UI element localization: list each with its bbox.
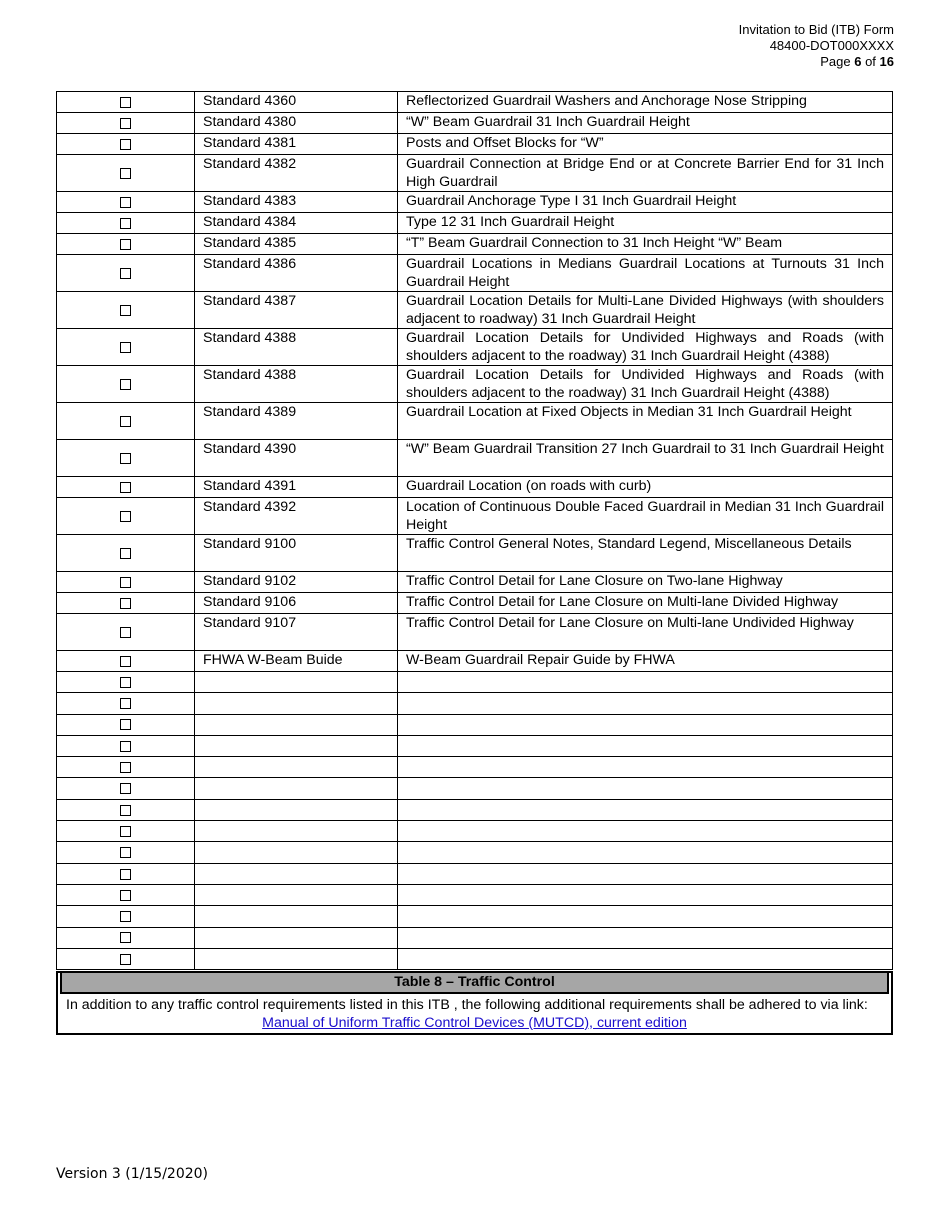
table-row <box>57 329 893 366</box>
standard-description: Guardrail Connection at Bridge End or at Concrete Barrier End for 31 Inch High Guardrail <box>398 155 893 192</box>
empty-row <box>57 799 893 820</box>
page-number: Page 6 of 16 <box>820 54 894 69</box>
standard-description: W-Beam Guardrail Repair Guide by FHWA <box>398 651 893 672</box>
checkbox-cell <box>57 440 195 477</box>
standard-description: Posts and Offset Blocks for “W” <box>398 134 893 155</box>
checkbox[interactable] <box>120 783 131 794</box>
mutcd-link[interactable]: Manual of Uniform Traffic Control Devices (MUTCD), current edition <box>262 1015 687 1031</box>
standard-name: Standard 4389 <box>195 403 398 440</box>
checkbox-cell <box>57 234 195 255</box>
standard-description: Guardrail Location Details for Undivided Highways and Roads (with shoulders adjacent to the roadway) 31 Inch Guardrail Height (4388) <box>398 329 893 366</box>
checkbox[interactable] <box>120 548 131 559</box>
standard-description: Location of Continuous Double Faced Guardrail in Median 31 Inch Guardrail Height <box>398 498 893 535</box>
checkbox[interactable] <box>120 453 131 464</box>
standard-name: Standard 9106 <box>195 593 398 614</box>
standard-name: Standard 9102 <box>195 572 398 593</box>
empty-cell[interactable] <box>195 693 398 714</box>
table-row <box>57 292 893 329</box>
checkbox-cell <box>57 906 195 927</box>
table-row <box>57 651 893 672</box>
checkbox-cell <box>57 735 195 756</box>
checkbox-cell <box>57 927 195 948</box>
checkbox[interactable] <box>120 139 131 150</box>
checkbox-cell <box>57 255 195 292</box>
empty-cell[interactable] <box>398 906 893 927</box>
form-title: Invitation to Bid (ITB) Form <box>738 22 894 37</box>
standard-name: Standard 9100 <box>195 535 398 572</box>
standard-description: Guardrail Location Details for Multi-Lane Divided Highways (with shoulders adjacent to roadway) 31 Inch Guardrail Height <box>398 292 893 329</box>
checkbox[interactable] <box>120 268 131 279</box>
checkbox[interactable] <box>120 482 131 493</box>
empty-cell[interactable] <box>195 927 398 948</box>
table-row <box>57 213 893 234</box>
table-8-traffic-control <box>56 971 893 1035</box>
checkbox[interactable] <box>120 627 131 638</box>
checkbox-cell <box>57 593 195 614</box>
table-row <box>57 234 893 255</box>
checkbox-cell <box>57 821 195 842</box>
checkbox-cell <box>57 477 195 498</box>
standard-name: Standard 4387 <box>195 292 398 329</box>
checkbox-cell <box>57 672 195 693</box>
standard-name: Standard 4380 <box>195 113 398 134</box>
checkbox-cell <box>57 403 195 440</box>
empty-cell[interactable] <box>195 884 398 905</box>
checkbox[interactable] <box>120 168 131 179</box>
empty-row <box>57 757 893 778</box>
table-8-title: Table 8 – Traffic Control <box>60 973 889 994</box>
empty-cell[interactable] <box>398 884 893 905</box>
standard-description: Traffic Control Detail for Lane Closure on Multi-lane Divided Highway <box>398 593 893 614</box>
empty-row <box>57 863 893 884</box>
checkbox[interactable] <box>120 379 131 390</box>
checkbox[interactable] <box>120 890 131 901</box>
table-8-text: In addition to any traffic control requirements listed in this ITB , the following additional requirements shall be adhered to via link: <box>66 997 868 1013</box>
standard-description: “W” Beam Guardrail Transition 27 Inch Guardrail to 31 Inch Guardrail Height <box>398 440 893 477</box>
standard-description: Type 12 31 Inch Guardrail Height <box>398 213 893 234</box>
empty-cell[interactable] <box>398 693 893 714</box>
checkbox[interactable] <box>120 218 131 229</box>
table-row <box>57 92 893 113</box>
checkbox-cell <box>57 292 195 329</box>
checkbox-cell <box>57 155 195 192</box>
checkbox[interactable] <box>120 719 131 730</box>
checkbox-cell <box>57 799 195 820</box>
empty-row <box>57 735 893 756</box>
checkbox[interactable] <box>120 762 131 773</box>
checkbox-cell <box>57 572 195 593</box>
empty-row <box>57 778 893 799</box>
empty-row <box>57 693 893 714</box>
table-row <box>57 255 893 292</box>
empty-cell[interactable] <box>398 778 893 799</box>
checkbox[interactable] <box>120 741 131 752</box>
checkbox-cell <box>57 757 195 778</box>
standard-name: Standard 4391 <box>195 477 398 498</box>
standard-name: Standard 4385 <box>195 234 398 255</box>
checkbox[interactable] <box>120 698 131 709</box>
standard-description: “W” Beam Guardrail 31 Inch Guardrail Height <box>398 113 893 134</box>
empty-row <box>57 672 893 693</box>
empty-row <box>57 842 893 863</box>
standard-description: Guardrail Location Details for Undivided Highways and Roads (with shoulders adjacent to the roadway) 31 Inch Guardrail Height (4388) <box>398 366 893 403</box>
empty-cell[interactable] <box>195 863 398 884</box>
checkbox-cell <box>57 693 195 714</box>
standard-name: Standard 4386 <box>195 255 398 292</box>
empty-cell[interactable] <box>398 863 893 884</box>
empty-cell[interactable] <box>195 948 398 969</box>
standard-name: FHWA W-Beam Buide <box>195 651 398 672</box>
standard-description: Guardrail Location at Fixed Objects in Median 31 Inch Guardrail Height <box>398 403 893 440</box>
checkbox-cell <box>57 948 195 969</box>
empty-cell[interactable] <box>195 672 398 693</box>
standard-description: Traffic Control Detail for Lane Closure on Two-lane Highway <box>398 572 893 593</box>
table-row <box>57 366 893 403</box>
checkbox-cell <box>57 842 195 863</box>
standard-name: Standard 4381 <box>195 134 398 155</box>
empty-cell[interactable] <box>398 948 893 969</box>
checkbox[interactable] <box>120 197 131 208</box>
standard-description: Guardrail Anchorage Type I 31 Inch Guardrail Height <box>398 192 893 213</box>
table-row <box>57 593 893 614</box>
checkbox[interactable] <box>120 305 131 316</box>
checkbox[interactable] <box>120 97 131 108</box>
standard-description: “T” Beam Guardrail Connection to 31 Inch Height “W” Beam <box>398 234 893 255</box>
empty-cell[interactable] <box>195 714 398 735</box>
checkbox[interactable] <box>120 416 131 427</box>
checkbox[interactable] <box>120 239 131 250</box>
checkbox-cell <box>57 884 195 905</box>
empty-cell[interactable] <box>195 906 398 927</box>
checkbox[interactable] <box>120 805 131 816</box>
page-header <box>739 22 894 70</box>
standard-description: Guardrail Location (on roads with curb) <box>398 477 893 498</box>
checkbox[interactable] <box>120 577 131 588</box>
checkbox[interactable] <box>120 342 131 353</box>
empty-cell[interactable] <box>398 714 893 735</box>
empty-cell[interactable] <box>398 842 893 863</box>
checkbox[interactable] <box>120 511 131 522</box>
checkbox[interactable] <box>120 911 131 922</box>
standard-name: Standard 4384 <box>195 213 398 234</box>
empty-cell[interactable] <box>398 757 893 778</box>
table-row <box>57 155 893 192</box>
empty-cell[interactable] <box>195 735 398 756</box>
checkbox[interactable] <box>120 656 131 667</box>
checkbox-cell <box>57 92 195 113</box>
checkbox-cell <box>57 778 195 799</box>
checkbox-cell <box>57 498 195 535</box>
table-row <box>57 498 893 535</box>
table-row <box>57 535 893 572</box>
table-row <box>57 440 893 477</box>
empty-cell[interactable] <box>398 799 893 820</box>
standard-name: Standard 4383 <box>195 192 398 213</box>
table-row <box>57 572 893 593</box>
version-footer: Version 3 (1/15/2020) <box>56 1166 208 1182</box>
checkbox-cell <box>57 863 195 884</box>
empty-cell[interactable] <box>195 757 398 778</box>
table-row <box>57 477 893 498</box>
empty-row <box>57 948 893 969</box>
empty-cell[interactable] <box>195 842 398 863</box>
checkbox-cell <box>57 535 195 572</box>
standard-name: Standard 4390 <box>195 440 398 477</box>
table-row <box>57 614 893 651</box>
empty-row <box>57 714 893 735</box>
table-row <box>57 403 893 440</box>
empty-cell[interactable] <box>195 821 398 842</box>
standard-name: Standard 4360 <box>195 92 398 113</box>
checkbox-cell <box>57 329 195 366</box>
empty-cell[interactable] <box>195 799 398 820</box>
checkbox[interactable] <box>120 954 131 965</box>
table-row <box>57 134 893 155</box>
table-row <box>57 192 893 213</box>
checkbox-cell <box>57 714 195 735</box>
standard-description: Reflectorized Guardrail Washers and Anchorage Nose Stripping <box>398 92 893 113</box>
empty-cell[interactable] <box>398 821 893 842</box>
standard-name: Standard 4392 <box>195 498 398 535</box>
standard-description: Traffic Control Detail for Lane Closure on Multi-lane Undivided Highway <box>398 614 893 651</box>
empty-row <box>57 906 893 927</box>
standard-description: Traffic Control General Notes, Standard Legend, Miscellaneous Details <box>398 535 893 572</box>
checkbox-cell <box>57 614 195 651</box>
standard-description: Guardrail Locations in Medians Guardrail Locations at Turnouts 31 Inch Guardrail Height <box>398 255 893 292</box>
table-8-body <box>58 994 891 1033</box>
checkbox[interactable] <box>120 598 131 609</box>
checkbox[interactable] <box>120 118 131 129</box>
empty-cell[interactable] <box>195 778 398 799</box>
checkbox-cell <box>57 192 195 213</box>
checkbox-cell <box>57 113 195 134</box>
standard-name: Standard 4388 <box>195 329 398 366</box>
checkbox-cell <box>57 213 195 234</box>
standard-name: Standard 9107 <box>195 614 398 651</box>
checkbox-cell <box>57 366 195 403</box>
checkbox-cell <box>57 651 195 672</box>
standard-name: Standard 4388 <box>195 366 398 403</box>
checkbox[interactable] <box>120 847 131 858</box>
checkbox-cell <box>57 134 195 155</box>
empty-row <box>57 927 893 948</box>
empty-cell[interactable] <box>398 927 893 948</box>
form-number: 48400-DOT000XXXX <box>769 38 894 53</box>
checkbox[interactable] <box>120 826 131 837</box>
standard-name: Standard 4382 <box>195 155 398 192</box>
standards-table <box>56 91 893 970</box>
checkbox[interactable] <box>120 869 131 880</box>
table-row <box>57 113 893 134</box>
empty-cell[interactable] <box>398 672 893 693</box>
empty-row <box>57 821 893 842</box>
empty-row <box>57 884 893 905</box>
empty-cell[interactable] <box>398 735 893 756</box>
checkbox[interactable] <box>120 677 131 688</box>
checkbox[interactable] <box>120 932 131 943</box>
